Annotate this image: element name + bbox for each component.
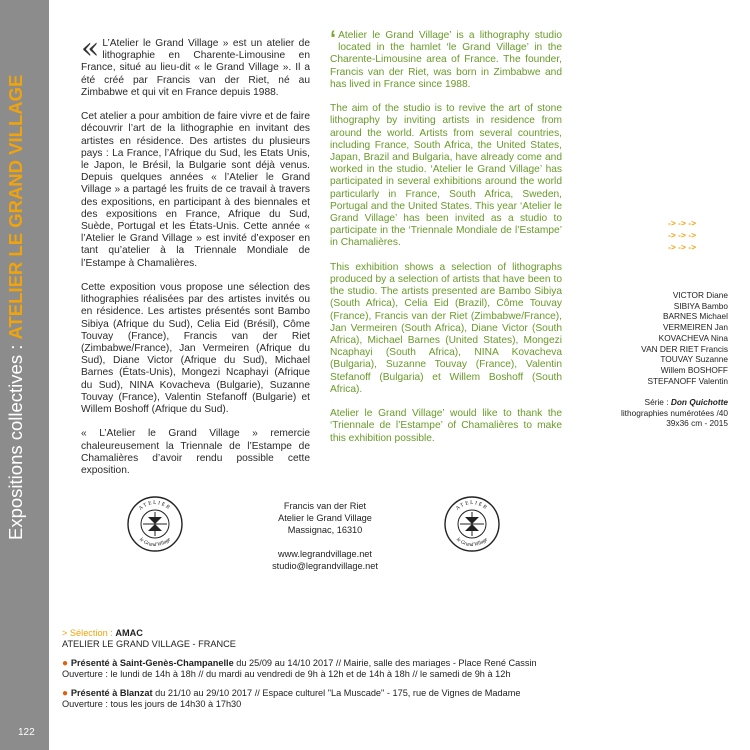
arrows-decoration — [668, 217, 696, 253]
sidebar-title — [5, 30, 27, 540]
selection-value: AMAC — [115, 628, 143, 638]
arrow-line: -> -> -> — [668, 230, 697, 240]
seal-top-text: ATELIER — [454, 499, 490, 512]
selection-prefix: > Sélection : — [62, 628, 116, 638]
venue-2-line — [62, 688, 742, 699]
sidebar-title-accent: ATELIER LE GRAND VILLAGE — [5, 74, 26, 340]
english-paragraph-1 — [330, 26, 562, 91]
french-paragraph-3: Cette exposition vous propose une sélection des lithographies réalisées par des artistes invités ou en résidence. Les artistes présentés sont Bambo Sibiya (Afrique du Sud), Celia Eid (Brésil), Côme Touvay (France), Francis van der Riet (Zimbabwe/France), Jan Vermeiren (Afrique du Sud), Diane Victor (Afrique du Sud), Michael Barnes (États-Unis), Mongezi Ncaphayi (Afrique du Sud), NINA Kovacheva (Bulgarie), Suzanne Touvay (France), Valentin Stefanoff (Bulgarie) et Willem Boshoff (Afrique du Sud). — [81, 282, 310, 416]
english-text — [330, 26, 562, 457]
venue-2-hours: Ouverture : tous les jours de 14h30 à 17h30 — [62, 699, 242, 710]
arrow-line: -> -> -> — [668, 242, 697, 252]
artist-name: KOVACHEVA Nina — [658, 332, 728, 343]
english-paragraph-2: The aim of the studio is to revive the art of stone lithography by inviting artists in residence from around the world. Artists from several countries, including France, South Africa, the United States, Japan, Brazil and Bulgaria, have already come and worked in the studio. ‘Atelier le Grand Village’ has participated in several exhibitions around the world particularly in France, South Africa, Sweden, Portugal and the United States. This year ‘Atelier le Grand Village’ has been invited as a studio to participate in the ‘Triennale Mondiale de l’Estampe’ in Chamalières. — [330, 103, 562, 249]
venue-2 — [62, 688, 742, 711]
exhibition-info — [62, 628, 742, 717]
contact-website[interactable]: www.legrandvillage.net — [278, 549, 372, 559]
venue-1-line — [62, 658, 742, 669]
french-paragraph-2: Cet atelier a pour ambition de faire vivre et de faire découvrir l’art de la lithographie en invitant des artistes en résidence. Des artistes du plusieurs pays : La France, l’Afrique du Sud, les Etats Unis, le Japon, le Brésil, la Bulgarie sont déjà venus. Depuis quelques années « l’Atelier le Grand Village » a partagé les fruits de ce travail à travers des expositions, en participant à des biennales et des expositions en France, Afrique du Sud, Suède, Portugal et les États-Unis. Cette année « l’Atelier le Grand Village » est invité d’exposer en tant qu’atelier à la Triennale Mondiale de l’Estampe à Chamalières. — [81, 111, 310, 269]
artist-list — [598, 290, 728, 386]
english-paragraph-4: Atelier le Grand Village’ would like to thank the ‘Triennale de l’Estampe’ of Chamalières to make this exhibition possible. — [330, 408, 562, 444]
selection-line-2: ATELIER LE GRAND VILLAGE - FRANCE — [62, 639, 236, 650]
sidebar-title-prefix: Expositions collectives : — [5, 339, 26, 540]
series-edition: lithographies numérotées /40 — [620, 407, 728, 418]
arrow-line: -> -> -> — [668, 218, 697, 228]
artist-name: SIBIYA Bambo — [673, 300, 728, 311]
seal-top-text: ATELIER — [137, 499, 173, 512]
series-label: Série : — [644, 397, 671, 407]
artist-name: STEFANOFF Valentin — [647, 375, 728, 386]
bullet-icon: ● — [62, 687, 71, 699]
french-p1-text: L’Atelier le Grand Village » est un atelier de lithographie en Charente-Limousine en France, situé au lieu-dit « le Grand Village ». Il a été créé par Francis van der Riet, né au Zimbabwe et qui vit en France depuis 1988. — [81, 38, 310, 98]
venue-2-title: Présenté à Blanzat — [70, 687, 153, 698]
french-paragraph-4: « L’Atelier le Grand Village » remercie chaleureusement la Triennale de l’Estampe de Chamalières d’avoir rendu possible cette exposition. — [81, 428, 310, 477]
series-name: Don Quichotte — [670, 397, 728, 407]
bullet-icon: ● — [62, 657, 71, 669]
series-title — [578, 397, 728, 408]
seal-bottom-text: le Grand Village — [137, 536, 172, 549]
contact-name: Francis van der Riet — [283, 501, 367, 511]
artist-name: VERMEIREN Jan — [662, 322, 728, 333]
series-dimensions: 39x36 cm - 2015 — [666, 418, 728, 429]
artist-name: VAN DER RIET Francis — [641, 343, 728, 354]
contact-org: Atelier le Grand Village — [278, 513, 372, 523]
french-paragraph-1 — [81, 31, 310, 99]
atelier-seal-right — [443, 495, 501, 553]
venue-2-details: du 21/10 au 29/10 2017 // Espace culturel "La Muscade" - 175, rue de Vignes de Madame — [152, 687, 521, 698]
selection-line — [62, 628, 742, 639]
french-text — [81, 31, 310, 489]
french-quote-mark: « — [81, 31, 100, 66]
venue-1 — [62, 658, 742, 681]
seal-bottom-text: le Grand Village — [454, 536, 489, 549]
contact-email[interactable]: studio@legrandvillage.net — [272, 561, 378, 571]
atelier-seal-icon — [126, 495, 184, 553]
english-quote-mark: ‘ — [330, 26, 337, 51]
artist-name: BARNES Michael — [662, 311, 728, 322]
venue-1-title: Présenté à Saint-Genès-Champanelle — [70, 657, 234, 668]
page-number: 122 — [18, 727, 35, 738]
atelier-seal-icon — [443, 495, 501, 553]
sidebar — [0, 0, 49, 750]
artist-name: VICTOR Diane — [672, 290, 728, 300]
artist-name: TOUVAY Suzanne — [660, 354, 728, 365]
artist-name: Willem BOSHOFF — [660, 364, 728, 375]
contact-address: Massignac, 16310 — [287, 525, 363, 535]
venue-1-hours: Ouverture : le lundi de 14h à 18h // du mardi au vendredi de 9h à 12h et de 14h à 18h // le samedi de 9h à 12h — [62, 669, 511, 680]
english-p1-text: Atelier le Grand Village’ is a lithography studio located in the hamlet ‘le Grand Village’ in the Charente-Limousine area of France. The founder, Francis van der Riet, was born in Zimbabwe and has lived in France since 1988. — [330, 30, 562, 90]
series-info — [578, 397, 728, 429]
selection-block — [62, 628, 742, 651]
atelier-seal-left — [126, 495, 184, 553]
venue-1-details: du 25/09 au 14/10 2017 // Mairie, salle des mariages - Place René Cassin — [233, 657, 537, 668]
english-paragraph-3: This exhibition shows a selection of lithographs produced by a selection of artists that have been to the studio. The artists presented are Bambo Sibiya (South Africa), Celia Eid (Brazil), Côme Touvay (France), Francis van der Riet (Zimbabwe/France), Jan Vermeiren (South Africa), Diane Victor (South Africa), Michael Barnes (United States), Mongezi Ncaphayi (South Africa), NINA Kovacheva (Bulgaria), Suzanne Touvay (France), Valentin Stefanoff (Bulgaria) et Willem Boshoff (South Africa). — [330, 261, 562, 395]
contact-block — [250, 500, 400, 572]
